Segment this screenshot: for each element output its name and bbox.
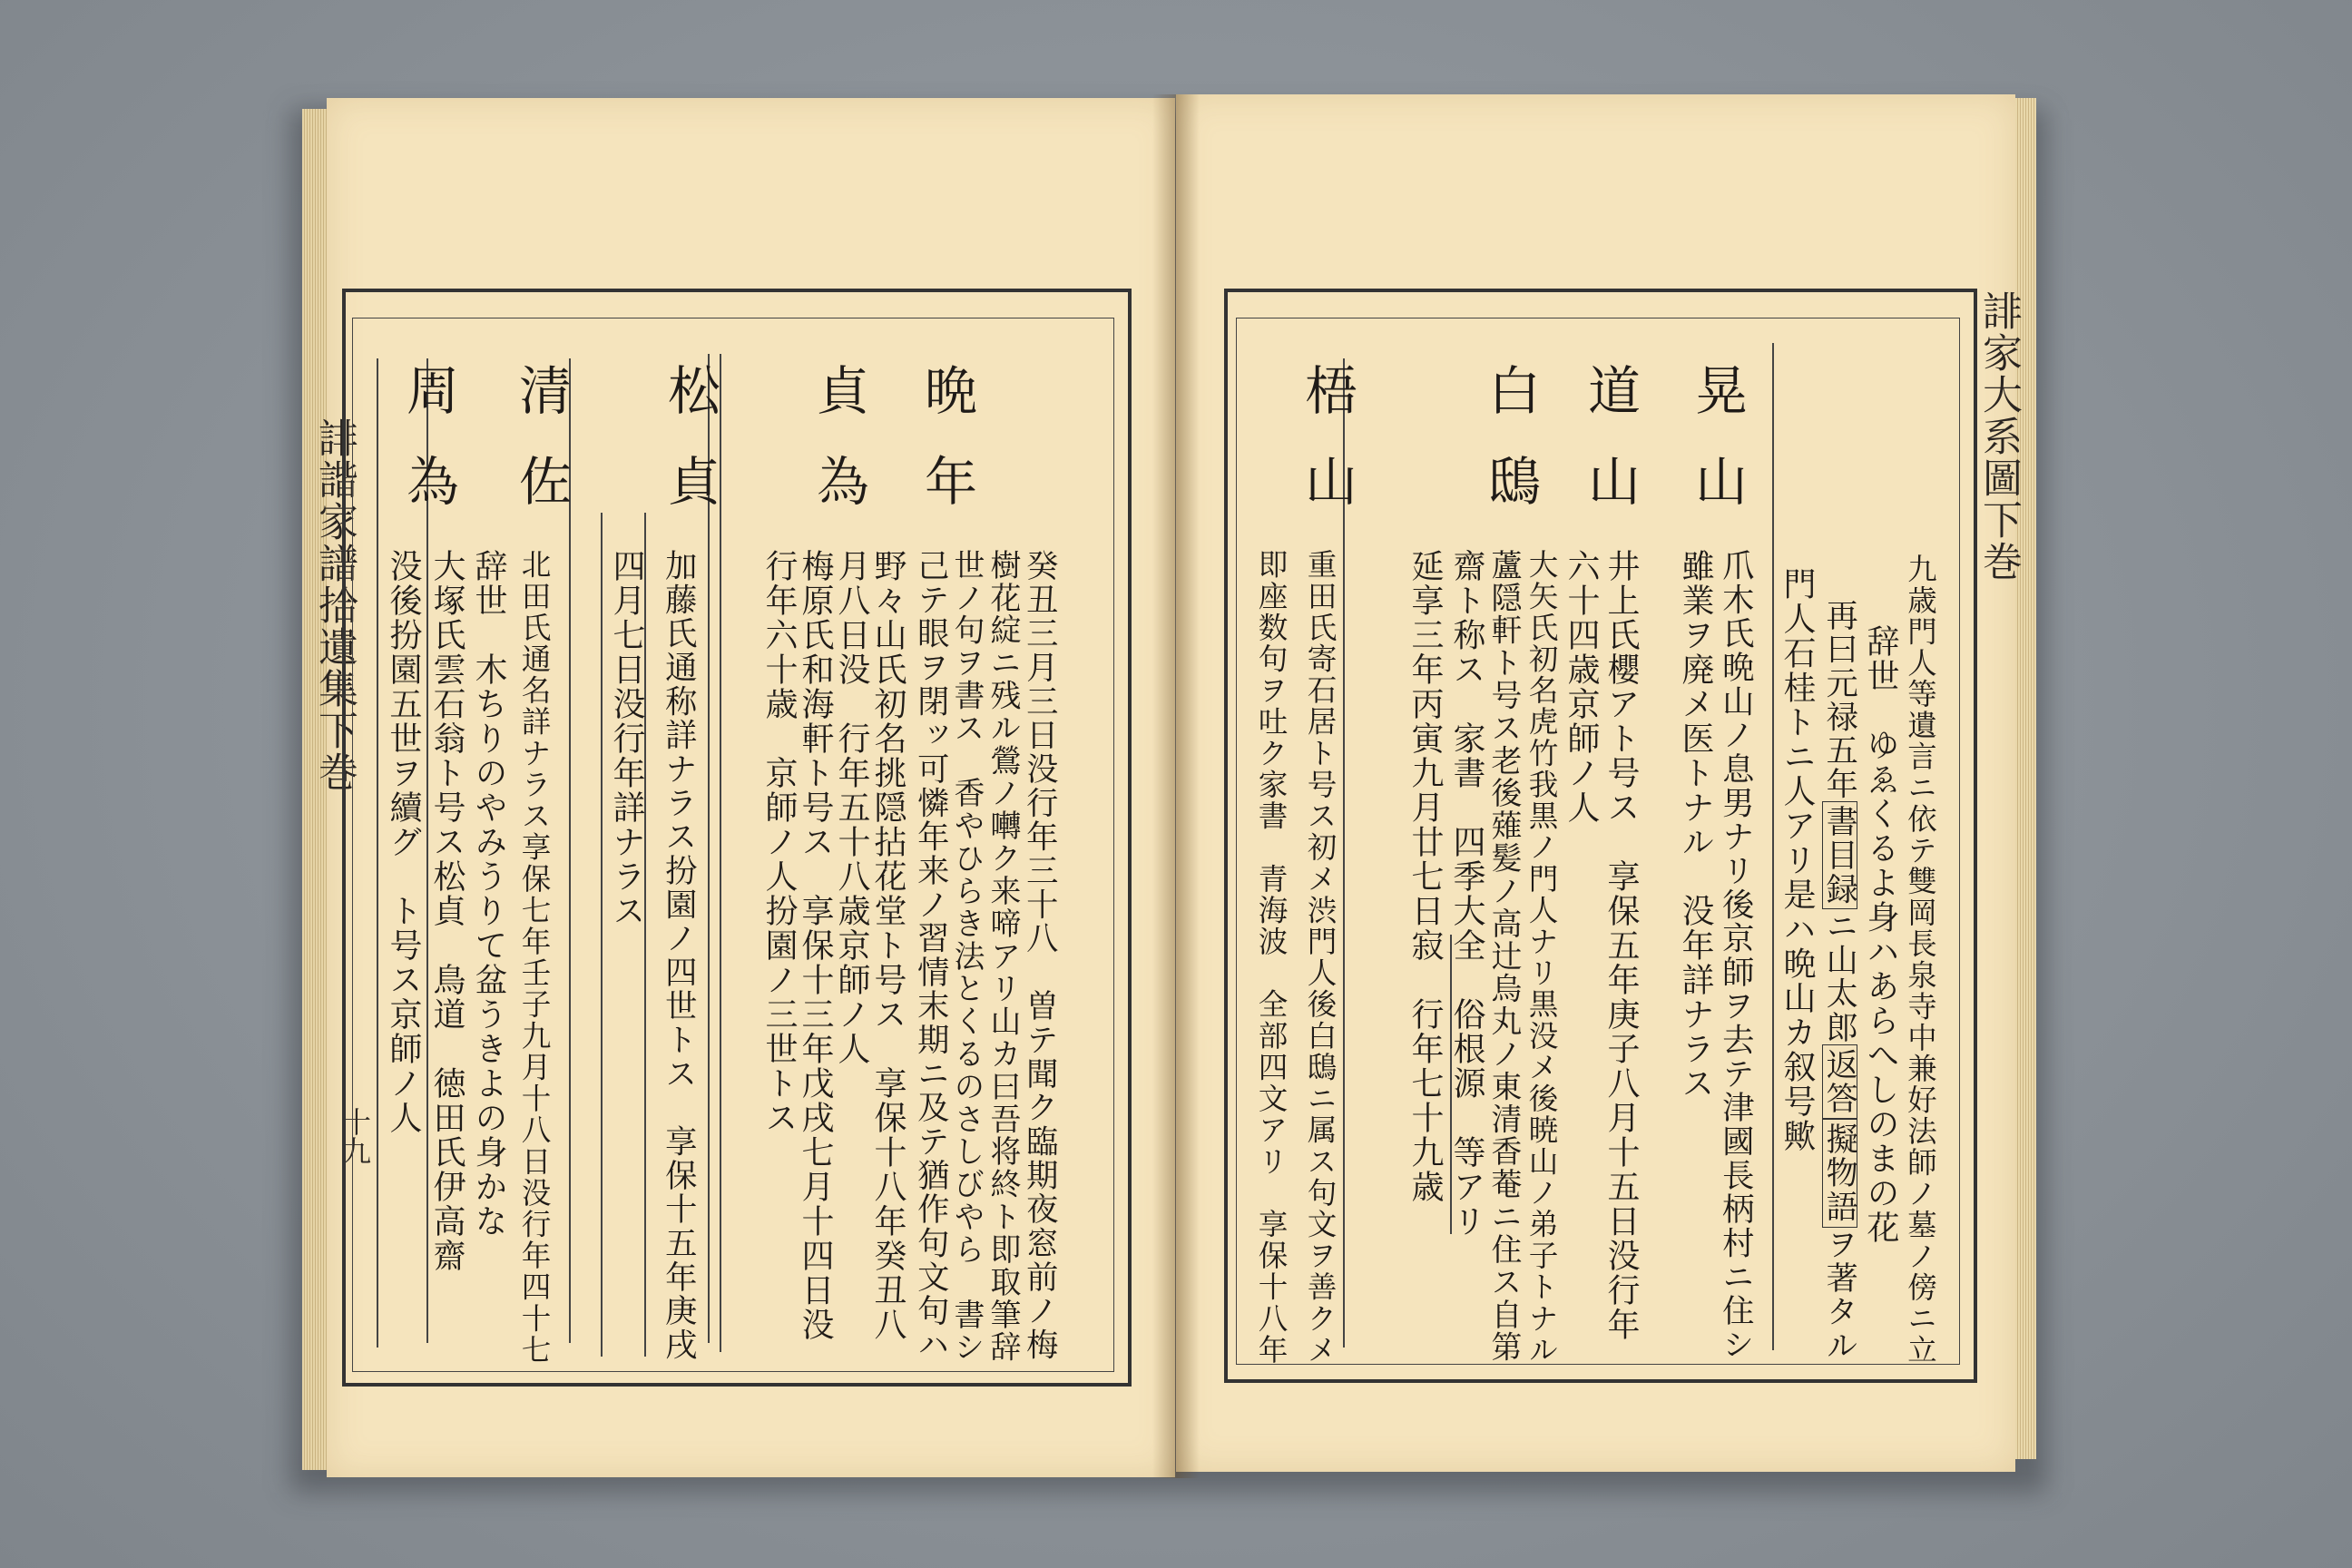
poet-name-teii: 貞為 xyxy=(808,363,869,544)
text-column: 大矢氏初名虎竹我黒ノ門人ナリ黒没メ後暁山ノ弟子トナル xyxy=(1524,549,1559,1366)
poet-name-dozan: 道山 xyxy=(1579,363,1641,544)
poet-name-kozan: 晃山 xyxy=(1686,363,1748,544)
boxed-term: 返答 xyxy=(1822,1044,1857,1119)
right-margin-title: 誹家大系圖下巻 xyxy=(1975,290,2022,583)
boxed-term: 擬物語 xyxy=(1822,1119,1857,1227)
text-column: 延享三年丙寅九月廿七日寂 行年七十九歳 xyxy=(1406,549,1444,1204)
text-column: 再曰元禄五年書目録ニ山太郎返答擬物語ヲ著タル xyxy=(1821,599,1859,1363)
text-column: 爪木氏晩山ノ息男ナリ後京師ヲ去テ津國長柄村ニ住シ xyxy=(1717,549,1755,1362)
text-column: 世ノ句ヲ書ス 香やひらき法とくるのさしびやら 書シ xyxy=(948,549,985,1364)
text-column: 即座数句ヲ吐ク家書 青海波 全部四文アリ 享保十八年 xyxy=(1253,549,1289,1366)
text-column: 門人石桂トニ人アリ是ハ晩山カ叙号歟 xyxy=(1779,567,1816,1153)
text-column: 六十四歳京師ノ人 xyxy=(1563,549,1600,825)
text-column: 辞世 木ちりのやみうりて盆うきよの身かな xyxy=(470,549,507,1239)
text-column: 北田氏通名詳ナラス享保七年壬子九月十八日没行年四十七 xyxy=(516,549,552,1366)
right-text-area xyxy=(0,363,2352,1366)
folio-number: 十九 xyxy=(338,1107,372,1165)
text-column: 辞世 ゆゑくるよ身ハあらへしのまの花 xyxy=(1862,624,1899,1245)
text-column: 雖業ヲ廃メ医トナル 没年詳ナラス xyxy=(1677,549,1714,1101)
poet-name-gozan: 梧山 xyxy=(1296,363,1357,544)
text-column: 四月七日没行年詳ナラス xyxy=(608,549,645,928)
poet-name-seisa: 清佐 xyxy=(510,363,572,544)
text-column: 齋ト称ス 家書 四季大全 俗根源 等アリ xyxy=(1448,549,1485,1239)
boxed-term: 書目録 xyxy=(1822,801,1857,909)
left-margin-title: 誹諧家譜拾遺集下巻 xyxy=(311,417,358,793)
text-column: 樹花綻ニ残ル鶯ノ囀ク来啼アリ山カ曰吾将終ト即取筆辞 xyxy=(985,549,1021,1364)
poet-name-shotei: 松貞 xyxy=(659,363,720,544)
text-column: 月八日没 行年五十八歳京師ノ人 xyxy=(833,549,870,1066)
poet-name-bannen: 晩年 xyxy=(916,363,977,544)
text-column: 癸丑三月三日没行年三十八 曽テ聞ク臨期夜窓前ノ梅 xyxy=(1021,549,1059,1362)
text-column: 野々山氏初名挑隠拈花堂ト号ス 享保十八年癸丑八 xyxy=(869,549,906,1342)
text-column: 没後扮園五世ヲ續グ ト号ス京師ノ人 xyxy=(385,549,422,1135)
text-column: 重田氏寄石居ト号ス初メ渋門人後白鴟ニ属ス句文ヲ善クメ xyxy=(1302,549,1338,1366)
text-column: 梅原氏和海軒ト号ス 享保十三年戊戌七月十四日没 xyxy=(797,549,834,1342)
text-column: 九歳門人等遺言ニ依テ雙岡長泉寺中兼好法師ノ墓ノ傍ニ立 xyxy=(1903,554,1938,1366)
text-column: 井上氏櫻アト号ス 享保五年庚子八月十五日没行年 xyxy=(1602,549,1640,1342)
text-column: 加藤氏通称詳ナラス扮園ノ四世トス 享保十五年庚戌 xyxy=(660,549,698,1362)
text-column: 己テ眼ヲ閉ッ可憐年来ノ習情末期ニ及テ猶作句文句ハ xyxy=(912,549,950,1362)
poet-name-shui: 周為 xyxy=(397,363,459,544)
text-column: 蘆隠軒ト号ス老後薙髪ノ高辻烏丸ノ東清香菴ニ住ス自第 xyxy=(1485,549,1522,1364)
poet-name-hakushi: 白鴟 xyxy=(1479,363,1541,544)
text-column: 行年六十歳 京師ノ人扮園ノ三世トス xyxy=(760,549,798,1135)
text-column: 大塚氏雲石翁ト号ス松貞 鳥道 徳田氏伊高齋 xyxy=(428,549,466,1273)
